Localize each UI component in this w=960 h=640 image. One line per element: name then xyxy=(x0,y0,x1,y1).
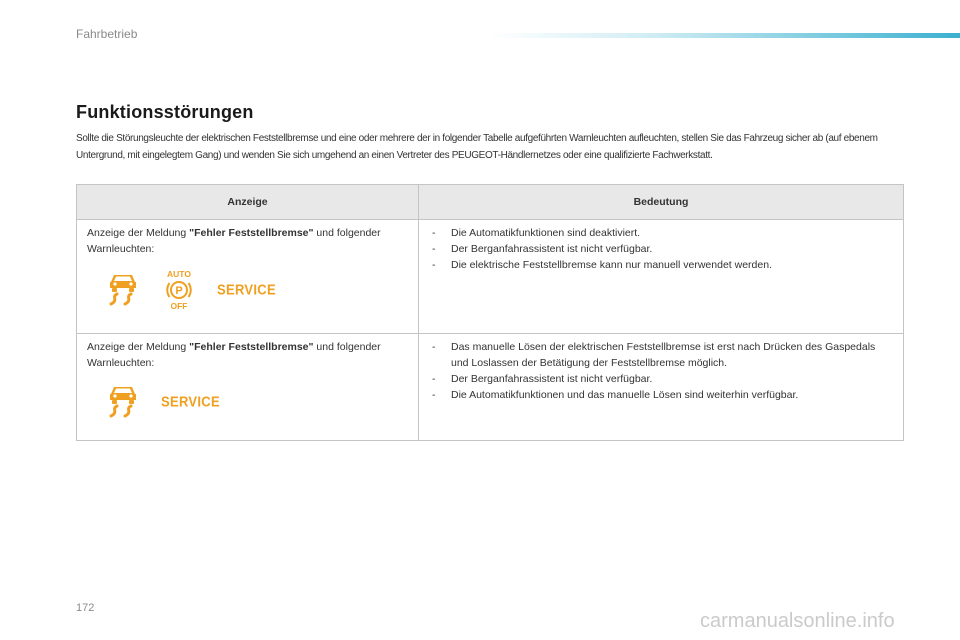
display-text-prefix: Anzeige der Meldung xyxy=(87,341,190,353)
display-cell xyxy=(77,220,419,334)
off-label: OFF xyxy=(170,301,188,311)
table-row xyxy=(77,220,904,334)
fault-table xyxy=(76,184,904,441)
display-text-prefix: Anzeige der Meldung xyxy=(87,227,190,239)
section-label: Fahrbetrieb xyxy=(76,27,138,41)
display-message: "Fehler Feststellbremse" xyxy=(189,227,314,239)
list-item: - Die elektrische Feststellbremse kann nur manuell verwendet werden. xyxy=(429,257,893,273)
list-item: - Die Automatikfunktionen sind deaktiviert. xyxy=(429,225,893,241)
column-header-display: Anzeige xyxy=(77,185,419,220)
esp-skid-icon xyxy=(105,383,141,421)
park-label: P xyxy=(175,285,183,297)
column-header-meaning: Bedeutung xyxy=(419,185,904,220)
display-text-suffix: und folgender Warnleuchten: xyxy=(87,341,381,369)
header-accent-bar xyxy=(490,33,960,38)
service-icon: SERVICE xyxy=(161,392,220,411)
service-icon: SERVICE xyxy=(217,280,276,299)
display-text-suffix: und folgender Warnleuchten: xyxy=(87,227,381,255)
watermark: carmanualsonline.info xyxy=(700,610,895,632)
auto-park-off-icon xyxy=(161,269,197,311)
table-header-row xyxy=(77,185,904,220)
list-item: - Der Berganfahrassistent ist nicht verfügbar. xyxy=(429,241,893,257)
page-number: 172 xyxy=(76,602,95,614)
meaning-cell xyxy=(419,334,904,441)
display-message: "Fehler Feststellbremse" xyxy=(189,341,314,353)
table-row xyxy=(77,334,904,441)
meaning-cell xyxy=(419,220,904,334)
page-title: Funktionsstörungen xyxy=(76,102,254,122)
auto-label: AUTO xyxy=(167,269,191,279)
meaning-list xyxy=(429,339,893,403)
meaning-list xyxy=(429,225,893,273)
list-item: - Das manuelle Lösen der elektrischen Feststellbremse ist erst nach Drücken des Gaspedals und Loslassen der Betätigung der Feststellbremse möglich. xyxy=(429,339,893,371)
list-item: - Die Automatikfunktionen und das manuelle Lösen sind weiterhin verfügbar. xyxy=(429,387,893,403)
warning-lights xyxy=(87,383,408,421)
intro-text: Sollte die Störungsleuchte der elektrischen Feststellbremse und eine oder mehrere der in folgender Tabelle aufgeführten Warnleuchten aufleuchten, stellen Sie das Fahrzeug sicher ab (auf ebenem Untergrund, mit eingelegtem Gang) und wenden Sie sich umgehend an einen Vertreter des PEUGEOT-Händlernetzes oder eine qualifizierte Fachwerkstatt. xyxy=(76,133,878,161)
esp-skid-icon xyxy=(105,271,141,309)
list-item: - Der Berganfahrassistent ist nicht verfügbar. xyxy=(429,371,893,387)
warning-lights xyxy=(87,269,408,311)
display-cell xyxy=(77,334,419,441)
